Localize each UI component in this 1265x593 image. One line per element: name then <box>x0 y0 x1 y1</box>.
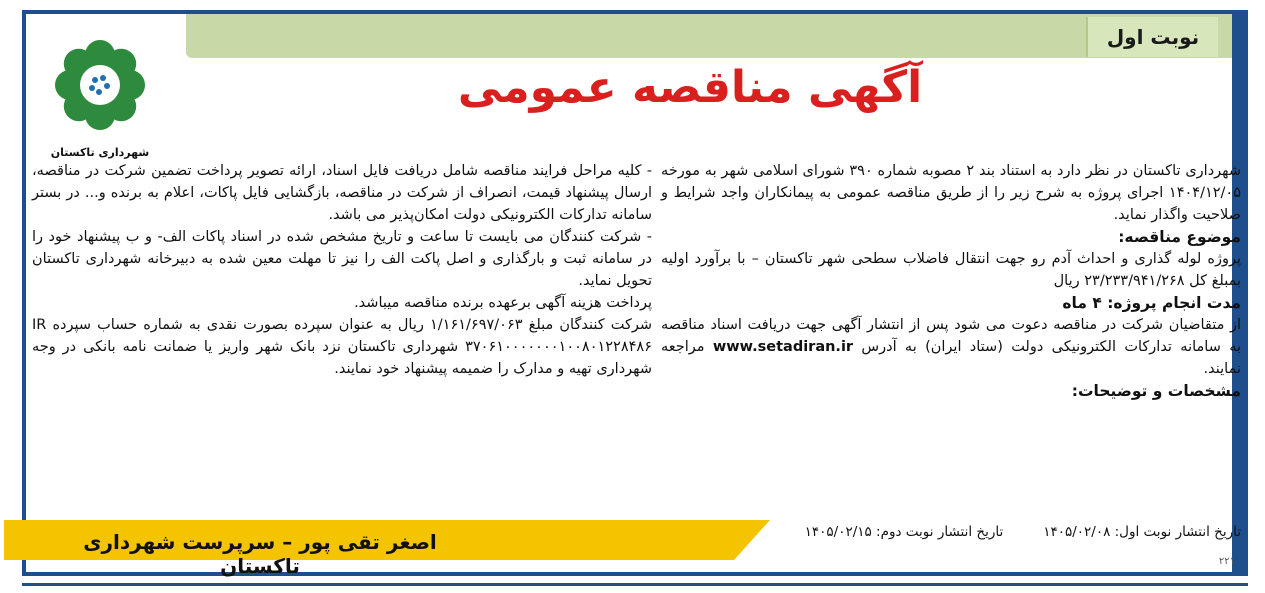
second-date: تاریخ انتشار نوبت دوم: ۱۴۰۵/۰۲/۱۵ <box>804 524 1004 540</box>
subject-heading: موضوع مناقصه: <box>1118 228 1241 246</box>
duration-heading: مدت انجام پروژه: ۴ ماه <box>1062 294 1241 312</box>
subject-text: پروژه لوله گذاری و احداث آدم رو جهت انتقال فاضلاب سطحی شهر تاکستان – با برآورد اولیه بمبلغ کل ۲۳/۲۳۳/۹۴۱/۲۶۸ ریال <box>661 251 1241 289</box>
specs-heading: مشخصات و توضیحات: <box>1071 382 1241 400</box>
invite-text <box>661 314 1241 380</box>
invite-tail: مراجعه نمایند. <box>661 339 1241 377</box>
logo-caption: شهرداری تاکستان <box>50 146 150 159</box>
submission-paragraph: - شرکت کنندگان می بایست تا ساعت و تاریخ مشخص شده در اسناد پاکات الف- و ب پیشنهاد خود را در سامانه ثبت و بارگذاری و اصل پاکت الف را نیز تا مهلت معین شده به دبیرخانه شهرداری تاکستان تحویل نماید. <box>32 229 652 289</box>
rosette-logo-icon <box>45 30 155 140</box>
intro-text: شهرداری تاکستان در نظر دارد به استناد بند ۲ مصوبه شماره ۳۹۰ شورای اسلامی شهر به مورخه ۱۴۰۴/۱۲/۰۵ اجرای پروژه به شرح زیر را از طریق مناقصه عمومی به پیمانکاران واجد شرایط و صلاحیت واگذار نماید. <box>661 163 1241 223</box>
notice-title: آگهی مناقصه عمومی <box>457 62 923 113</box>
bottom-rule <box>22 583 1248 586</box>
invite-body: از متقاضیان شرکت در مناقصه دعوت می شود پس از انتشار آگهی جهت دریافت اسناد مناقصه به سامانه تدارکات الکترونیکی دولت (ستاد ایران) به آدرس <box>661 317 1242 355</box>
right-column <box>661 160 1241 402</box>
municipality-logo <box>40 30 160 160</box>
process-paragraph: - کلیه مراحل فرایند مناقصه شامل دریافت فایل اسناد، ارائه تصویر پرداخت تضمین شرکت در مناقصه، ارسال پیشنهاد قیمت، انصراف از شرکت در مناقصه، بازگشایی فایل پاکات، اعلام به برنده و... در بستر سامانه تدارکات الکترونیکی دولت امکان‌پذیر می باشد. <box>32 163 652 223</box>
signature: اصغر تقی پور – سرپرست شهرداری تاکستان <box>83 530 437 578</box>
left-column <box>32 160 652 380</box>
round-badge: نوبت اول <box>1086 17 1218 57</box>
first-date: تاریخ انتشار نوبت اول: ۱۴۰۵/۰۲/۰۸ <box>1043 524 1241 540</box>
ad-cost-paragraph: پرداخت هزینه آگهی برعهده برنده مناقصه میباشد. <box>354 295 652 311</box>
page-number: ۲۲۱ <box>1218 556 1235 567</box>
deposit-paragraph: شرکت کنندگان مبلغ ۱/۱۶۱/۶۹۷/۰۶۳ ریال به عنوان سپرده بصورت نقدی به شماره حساب سپرده IR ۳۷۰۶۱۰۰۰۰۰۰۰۱۰۰۸۰۱۲۲۸۴۸۶ شهرداری تاکستان نزد بانک شهر واریز یا ضمانت نامه بانکی در وجه شهرداری تهیه و مدارک را ضمیمه پیشنهاد خود نمایند. <box>32 317 653 377</box>
top-band <box>186 14 1232 58</box>
website-link[interactable]: www.setadiran.ir <box>712 339 854 355</box>
